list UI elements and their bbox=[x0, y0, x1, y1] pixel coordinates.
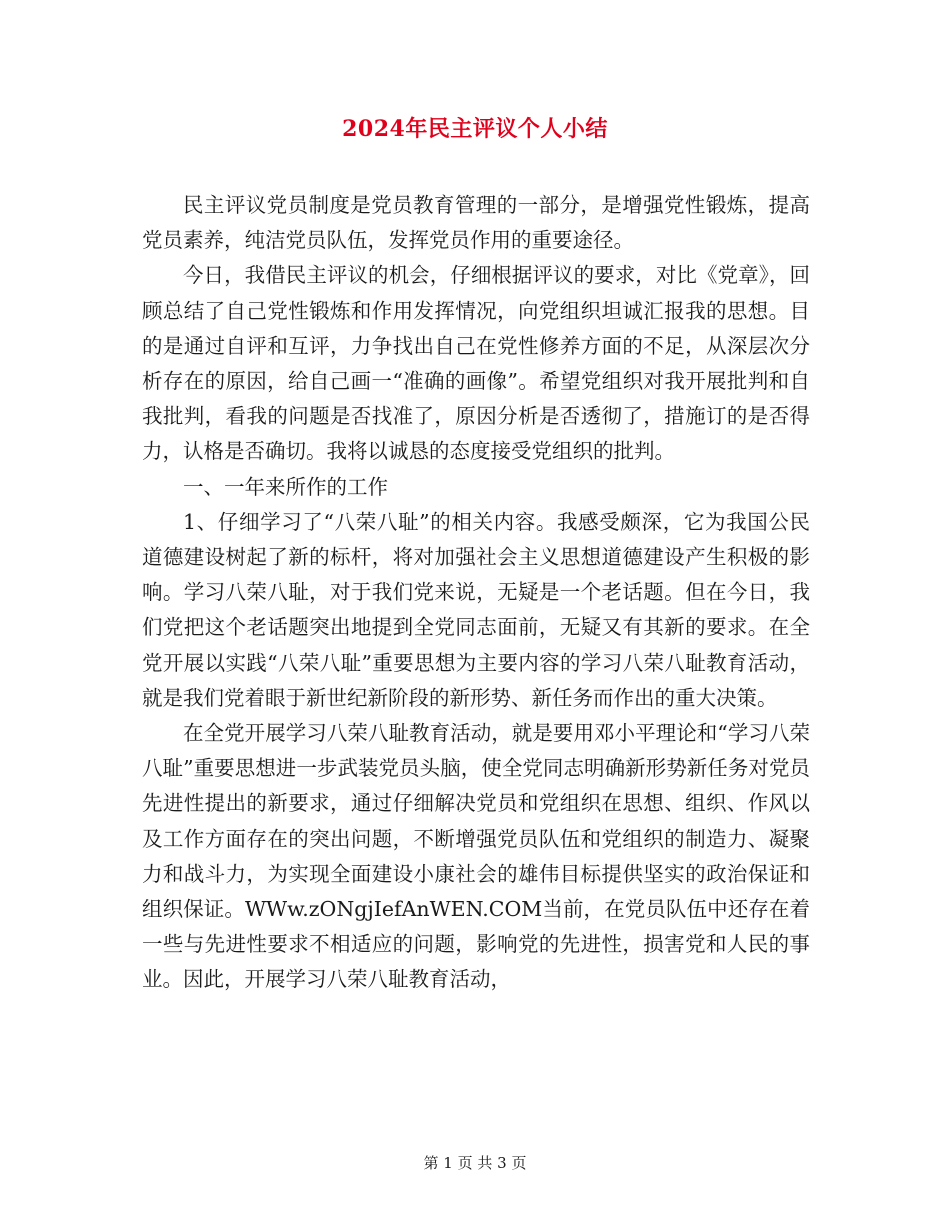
paragraph-purpose: 今日，我借民主评议的机会，仔细根据评议的要求，对比《党章》，回顾总结了自己党性锻炼和作用发挥情况，向党组织坦诚汇报我的思想。目的是通过自评和互评，力争找出自己在党性修养方面的不足，从深层次分析存在的原因，给自己画一“准确的画像”。希望党组织对我开展批判和自我批判，看我的问题是否找准了，原因分析是否透彻了，措施订的是否得力，认格是否确切。我将以诚恳的态度接受党组织的批判。 bbox=[142, 263, 810, 464]
document-title: 2024年民主评议个人小结 bbox=[342, 116, 608, 142]
paragraph-study: 1、仔细学习了“八荣八耻”的相关内容。我感受颇深，它为我国公民道德建设树起了新的标杆，将对加强社会主义思想道德建设产生积极的影响。学习八荣八耻，对于我们党来说，无疑是一个老话题。但在今日，我们党把这个老话题突出地提到全党同志面前，无疑又有其新的要求。在全党开展以实践“八荣八耻”重要思想为主要内容的学习八荣八耻教育活动，就是我们党着眼于新世纪新阶段的新形势、新任务而作出的重大决策。 bbox=[142, 509, 810, 710]
page-footer: 第 1 页 共 3 页 bbox=[423, 1154, 527, 1172]
section-heading: 一、一年来所作的工作 bbox=[183, 474, 388, 499]
paragraph-intro: 民主评议党员制度是党员教育管理的一部分，是增强党性锻炼，提高党员素养，纯洁党员队伍，发挥党员作用的重要途径。 bbox=[142, 193, 810, 253]
paragraph-activity: 在全党开展学习八荣八耻教育活动，就是要用邓小平理论和“学习八荣八耻”重要思想进一步武装党员头脑，使全党同志明确新形势新任务对党员先进性提出的新要求，通过仔细解决党员和党组织在思想、组织、作风以及工作方面存在的突出问题，不断增强党员队伍和党组织的制造力、凝聚力和战斗力，为实现全面建设小康社会的雄伟目标提供坚实的政治保证和组织保证。WWw.zONgjIefAnWEN.COM当前，在党员队伍中还存在着一些与先进性要求不相适应的问题，影响党的先进性，损害党和人民的事业。因此，开展学习八荣八耻教育活动， bbox=[142, 721, 810, 992]
document-body bbox=[142, 188, 810, 998]
